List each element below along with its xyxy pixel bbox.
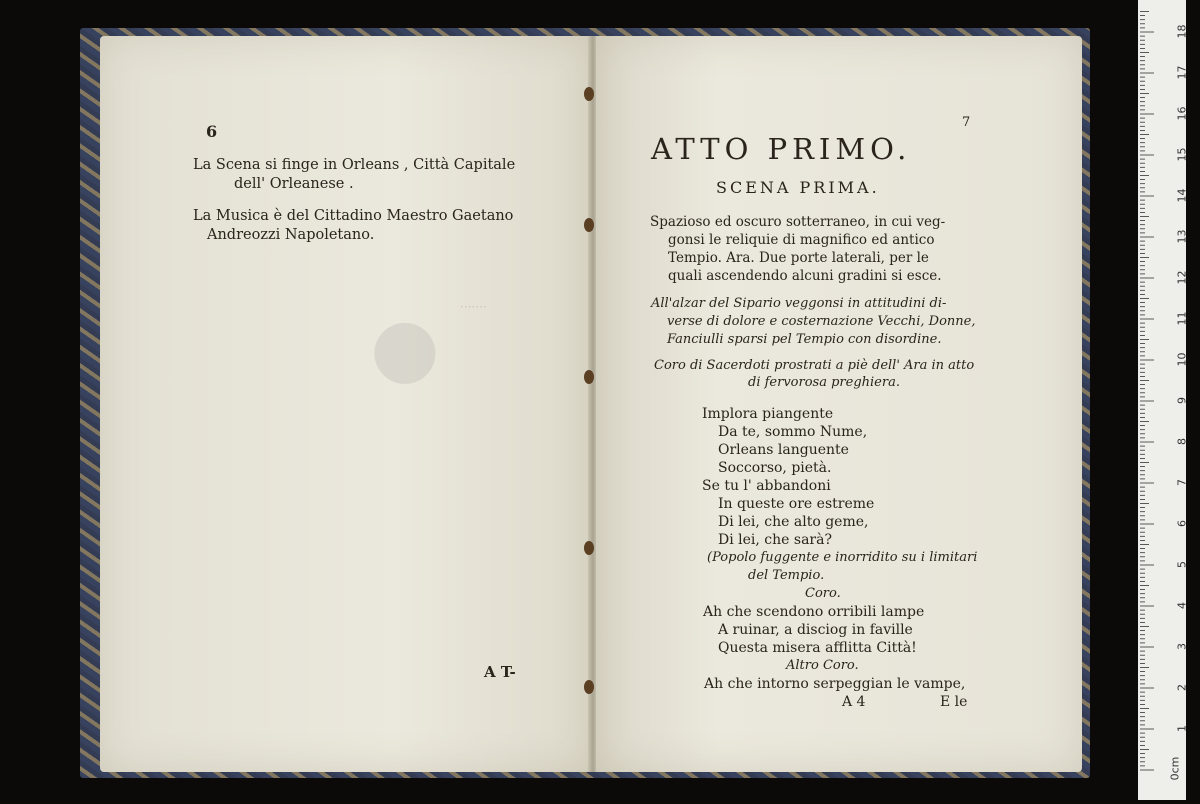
verse-line: In queste ore estreme [718,496,875,512]
flee-direction-line: (Popolo fuggente e inorridito su i limitari [707,550,978,565]
verse-line: A ruinar, a disciog in faville [718,622,913,638]
verse-line: Orleans languente [718,442,849,458]
stage-direction-line: Fanciulli sparsi pel Tempio con disordine. [667,332,942,347]
stage-direction-line: verse di dolore e costernazione Vecchi, Donne, [667,314,976,329]
left-page [100,36,592,772]
coro-label: Coro. [805,586,841,601]
verse-line: Se tu l' abbandoni [702,478,831,494]
chorus-direction-line: di fervorosa preghiera. [748,375,900,390]
verse-line: Ah che intorno serpeggian le vampe, [704,676,966,692]
flee-direction-line: del Tempio. [748,568,825,583]
setting-line-2: dell' Orleanese . [234,176,354,192]
right-page-number: 7 [962,115,971,130]
verse-line: Ah che scendono orribili lampe [703,604,925,620]
left-catchword: A T- [484,663,516,681]
ruler-number: 4 [1175,602,1189,609]
ruler-number: 1 [1175,725,1189,732]
verse-line: Questa misera afflitta Città! [718,640,917,656]
music-line-1: La Musica è del Cittadino Maestro Gaetano [193,208,514,224]
binding-stitch [584,541,594,555]
binding-stitch [584,218,594,232]
ruler-number: 2 [1175,684,1189,691]
verse-line: Di lei, che sarà? [718,532,832,548]
ruler-number: 10 [1175,352,1189,367]
chorus-direction-line: Coro di Sacerdoti prostrati a piè dell' Ara in atto [654,358,975,373]
ruler-number: 6 [1175,520,1189,527]
ruler-number: 11 [1175,311,1189,326]
binding-stitch [584,87,594,101]
right-catchword: E le [940,694,968,710]
showthrough-text: ······· [460,300,487,314]
verse-line: Da te, sommo Nume, [718,424,868,440]
ruler-number: 8 [1175,438,1189,445]
description-line: Spazioso ed oscuro sotterraneo, in cui veg- [650,214,946,230]
binding-stitch [584,370,594,384]
signature-mark: A 4 [842,694,866,710]
act-title: ATTO PRIMO. [651,132,912,166]
watermark-logo: ● [370,300,440,393]
ruler-number: 13 [1175,229,1189,244]
scene-title: SCENA PRIMA. [716,178,880,197]
verse-line: Di lei, che alto geme, [718,514,869,530]
binding-stitch [584,680,594,694]
ruler-number: 15 [1175,147,1189,162]
verse-line: Soccorso, pietà. [718,460,832,476]
description-line: quali ascendendo alcuni gradini si esce. [668,268,942,284]
ruler-number: 7 [1175,479,1189,486]
setting-line-1: La Scena si finge in Orleans , Città Capitale [193,157,516,173]
ruler-number: 14 [1175,188,1189,203]
ruler-unit-label: 0cm [1168,756,1182,781]
left-page-number: 6 [206,122,218,141]
ruler-number: 3 [1175,643,1189,650]
ruler-number: 17 [1175,65,1189,80]
verse-line: Implora piangente [702,406,834,422]
ruler-number: 9 [1175,397,1189,404]
music-line-2: Andreozzi Napoletano. [207,227,375,243]
ruler-number: 18 [1175,24,1189,39]
altro-coro-label: Altro Coro. [786,658,859,673]
description-line: Tempio. Ara. Due porte laterali, per le [668,250,929,266]
stage-direction-line: All'alzar del Sipario veggonsi in attitudini di- [651,296,947,311]
ruler-number: 12 [1175,270,1189,285]
ruler-number: 16 [1175,106,1189,121]
ruler-number: 5 [1175,561,1189,568]
description-line: gonsi le reliquie di magnifico ed antico [668,232,935,248]
